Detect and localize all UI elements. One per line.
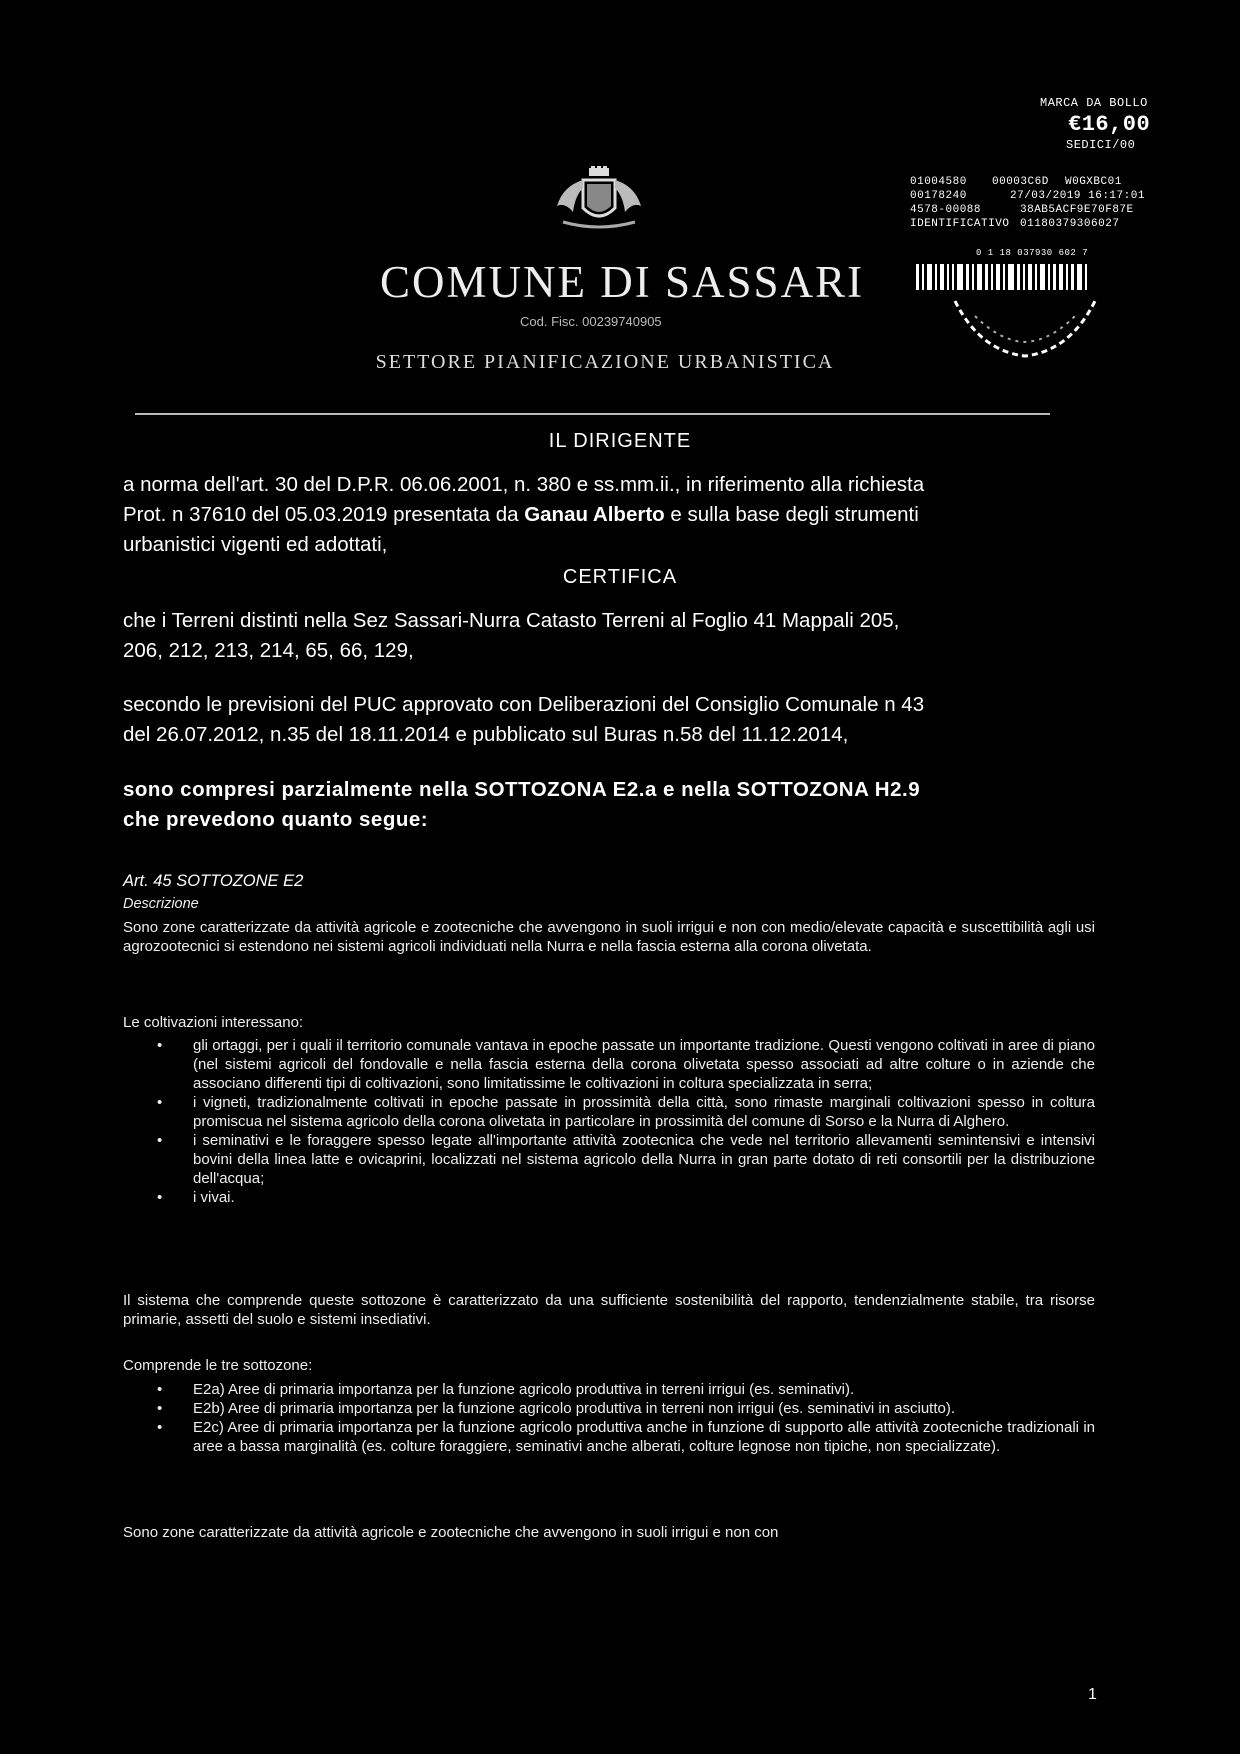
comune-title: COMUNE DI SASSARI [380,257,865,307]
richiedente-name: Ganau Alberto [524,503,665,526]
stamp-code: 00178240 [910,190,967,202]
heading-certifica: CERTIFICA [562,566,678,588]
stamp-barcode [916,264,1110,290]
sistema-text: Il sistema che comprende queste sottozone è caratterizzato da una sufficiente sostenibilità del rapporto, tendenzialmente stabile, tra risorse primarie, assetti del suolo e sistemi insediativi. [123,1292,1095,1328]
stamp-barcode-number: 0 1 18 037930 602 7 [976,248,1089,258]
page-number: 1 [1088,1686,1097,1703]
marca-da-bollo-stamp [910,96,1151,366]
settore-title: SETTORE PIANIFICAZIONE URBANISTICA [375,351,835,373]
list-item: • gli ortaggi, per i quali il territorio comunale vantava in epoche passate un importante tradizione. Questi vengono coltivati in aree di piano (nel sistemi agricoli del fondovalle e nella fascia esterna della corona olivetata spesso associati ad altre colture o in aziende che associano differenti tipi di coltivazioni, sono limitatissime le coltivazioni in coltura specializzata in serra; [123,1036,1095,1093]
sottozone-statement: sono compresi parzialmente nella SOTTOZONA E2.a e nella SOTTOZONA H2.9 che prevedono quanto segue: [123,778,921,831]
list-item: • i vigneti, tradizionalmente coltivati in epoche passate in prossimità della città, sono rimaste marginali coltivazioni spesso in coltura promiscua nel sistema agricolo della corona olivetata in particolare in prossimità del comune di Sorso e la Nurra di Alghero. [123,1093,1095,1131]
codice-fiscale: Cod. Fisc. 00239740905 [520,314,662,329]
round-stamp-seal-icon [950,296,1100,366]
stamp-code: 4578-00088 [910,204,982,216]
stamp-identificativo-label: IDENTIFICATIVO [910,218,1010,230]
stamp-identificativo: 01180379306027 [1020,218,1120,230]
stamp-amount: €16,00 [1068,112,1151,137]
article-title: Art. 45 SOTTOZONE E2 [123,872,304,890]
stamp-code: 38AB5ACF9E70F87E [1020,204,1134,216]
stamp-code: W0GXBC01 [1065,176,1122,188]
sottozone-list [123,1380,1095,1456]
descrizione-label: Descrizione [123,896,199,912]
comune-crest-emblem [543,166,655,236]
descrizione-text: Sono zone caratterizzate da attività agricole e zootecniche che avvengono in suoli irrigui e non con medio/elevate capacità e suscettibilità agli usi agrozootecnici si estendono nei sistemi agricoli individuati nella Nurra e nella fascia esterna alla corona olivetata. [123,919,1095,955]
header-divider [135,413,1050,415]
list-item: • i seminativi e le foraggere spesso legate all'importante attività zootecnica che vede nel territorio allevamenti semintensivi e intensivi bovini della linea latte e ovicaprini, localizzati nel sistema agricolo della Nurra in gran parte dotato di reti consortili per la distribuzione dell'acqua; [123,1131,1095,1188]
list-item: • E2b) Aree di primaria importanza per la funzione agricolo produttiva in terreni non irrigui (es. seminativi in asciutto). [123,1399,1095,1418]
list-item: • i vivai. [123,1188,1095,1207]
coltivazioni-list [123,1036,1095,1207]
puc-paragraph: secondo le previsioni del PUC approvato con Deliberazioni del Consiglio Comunale n 43 del 26.07.2012, n.35 del 18.11.2014 e pubblicato sul Buras n.58 del 11.12.2014, [123,693,925,746]
stamp-datetime: 27/03/2019 16:17:01 [1010,190,1145,202]
stamp-code: 01004580 [910,176,967,188]
stamp-label: MARCA DA BOLLO [1040,96,1148,110]
closing-text: Sono zone caratterizzate da attività agricole e zootecniche che avvengono in suoli irrigui e non con [123,1524,779,1541]
list-item: • E2a) Aree di primaria importanza per la funzione agricolo produttiva in terreni irrigui (es. seminativi). [123,1380,1095,1399]
stamp-code: 00003C6D [992,176,1049,188]
heading-dirigente: IL DIRIGENTE [548,430,692,452]
intro-line: a norma dell'art. 30 del D.P.R. 06.06.2001, n. 380 e ss.mm.ii., in riferimento alla richiesta [123,473,925,496]
terreni-paragraph: che i Terreni distinti nella Sez Sassari-Nurra Catasto Terreni al Foglio 41 Mappali 205, 206, 212, 213, 214, 65, 66, 129, [123,609,900,662]
intro-paragraph [123,470,1093,560]
coltivazioni-intro: Le coltivazioni interessano: [123,1014,304,1031]
sottozone-intro: Comprende le tre sottozone: [123,1357,313,1374]
stamp-amount-words: SEDICI/00 [1066,138,1136,152]
list-item: • E2c) Aree di primaria importanza per la funzione agricolo produttiva anche in funzione di supporto alle attività zootecniche tradizionali in aree a bassa marginalità (es. colture foraggiere, seminativi anche alberati, colture legnose non tipiche, non specializzate). [123,1418,1095,1456]
intro-line: Prot. n 37610 del 05.03.2019 presentata da Ganau Alberto e sulla base degli strumenti [123,503,919,526]
intro-line: urbanistici vigenti ed adottati, [123,533,388,556]
